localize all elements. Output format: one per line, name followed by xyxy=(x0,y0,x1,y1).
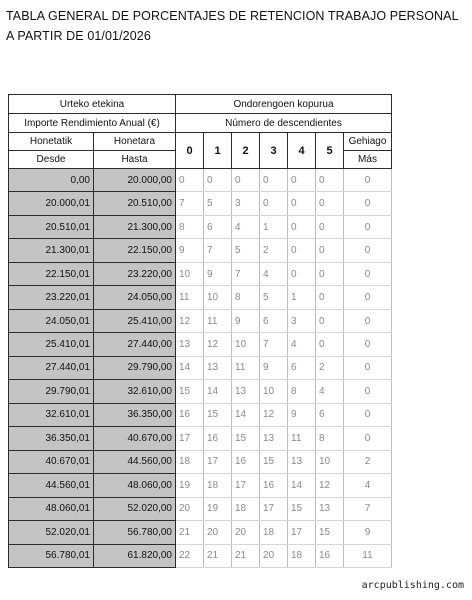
percentage-cell: 19 xyxy=(204,497,232,520)
percentage-cell: 2 xyxy=(344,450,392,473)
percentage-cell: 16 xyxy=(260,474,288,497)
percentage-cell: 13 xyxy=(232,380,260,403)
income-to-cell: 23.220,00 xyxy=(94,262,176,285)
to-header-eu: Honetara xyxy=(94,133,176,151)
percentage-cell: 0 xyxy=(316,169,344,192)
percentage-cell: 1 xyxy=(260,215,288,238)
percentage-cell: 20 xyxy=(176,497,204,520)
income-to-cell: 25.410,00 xyxy=(94,309,176,332)
income-from-cell: 21.300,01 xyxy=(9,239,94,262)
percentage-cell: 13 xyxy=(260,427,288,450)
percentage-cell: 11 xyxy=(204,309,232,332)
percentage-cell: 7 xyxy=(260,333,288,356)
percentage-cell: 18 xyxy=(232,497,260,520)
percentage-cell: 0 xyxy=(232,169,260,192)
percentage-cell: 6 xyxy=(204,215,232,238)
percentage-cell: 15 xyxy=(204,403,232,426)
income-from-cell: 36.350,01 xyxy=(9,427,94,450)
percentage-cell: 5 xyxy=(204,192,232,215)
income-from-cell: 48.060,01 xyxy=(9,497,94,520)
percentage-cell: 20 xyxy=(260,544,288,567)
income-header-es: Importe Rendimiento Anual (€) xyxy=(9,114,176,133)
percentage-cell: 9 xyxy=(232,309,260,332)
income-to-cell: 20.510,00 xyxy=(94,192,176,215)
percentage-cell: 0 xyxy=(204,169,232,192)
percentage-cell: 0 xyxy=(344,286,392,309)
col-header-4: 4 xyxy=(288,133,316,169)
percentage-cell: 3 xyxy=(288,309,316,332)
percentage-cell: 12 xyxy=(260,403,288,426)
table-row xyxy=(9,544,392,567)
col-header-more-es: Más xyxy=(344,151,392,169)
percentage-cell: 12 xyxy=(316,474,344,497)
percentage-cell: 4 xyxy=(232,215,260,238)
percentage-cell: 1 xyxy=(288,286,316,309)
table-row xyxy=(9,497,392,520)
percentage-cell: 13 xyxy=(204,356,232,379)
percentage-cell: 13 xyxy=(288,450,316,473)
income-from-cell: 20.510,01 xyxy=(9,215,94,238)
percentage-cell: 14 xyxy=(204,380,232,403)
percentage-cell: 9 xyxy=(176,239,204,262)
percentage-cell: 10 xyxy=(316,450,344,473)
table-row xyxy=(9,403,392,426)
income-to-cell: 27.440,00 xyxy=(94,333,176,356)
percentage-cell: 0 xyxy=(344,380,392,403)
percentage-cell: 11 xyxy=(232,356,260,379)
income-to-cell: 32.610,00 xyxy=(94,380,176,403)
percentage-cell: 0 xyxy=(344,262,392,285)
income-from-cell: 20.000,01 xyxy=(9,192,94,215)
percentage-cell: 0 xyxy=(344,169,392,192)
percentage-cell: 0 xyxy=(344,427,392,450)
income-to-cell: 52.020,00 xyxy=(94,497,176,520)
table-row xyxy=(9,239,392,262)
col-header-3: 3 xyxy=(260,133,288,169)
percentage-cell: 21 xyxy=(204,544,232,567)
percentage-cell: 22 xyxy=(176,544,204,567)
income-header-eu: Urteko etekina xyxy=(9,95,176,114)
percentage-cell: 10 xyxy=(232,333,260,356)
income-to-cell: 40.670,00 xyxy=(94,427,176,450)
percentage-cell: 15 xyxy=(316,521,344,544)
income-from-cell: 44.560,01 xyxy=(9,474,94,497)
income-from-cell: 27.440,01 xyxy=(9,356,94,379)
percentage-cell: 7 xyxy=(344,497,392,520)
percentage-cell: 17 xyxy=(176,427,204,450)
percentage-cell: 16 xyxy=(316,544,344,567)
percentage-cell: 4 xyxy=(344,474,392,497)
percentage-cell: 14 xyxy=(232,403,260,426)
percentage-cell: 8 xyxy=(176,215,204,238)
percentage-cell: 15 xyxy=(176,380,204,403)
percentage-cell: 2 xyxy=(316,356,344,379)
percentage-cell: 18 xyxy=(288,544,316,567)
percentage-cell: 8 xyxy=(288,380,316,403)
percentage-cell: 0 xyxy=(288,215,316,238)
col-header-1: 1 xyxy=(204,133,232,169)
income-to-cell: 21.300,00 xyxy=(94,215,176,238)
income-from-cell: 24.050,01 xyxy=(9,309,94,332)
percentage-cell: 14 xyxy=(176,356,204,379)
percentage-cell: 6 xyxy=(260,309,288,332)
percentage-cell: 8 xyxy=(232,286,260,309)
percentage-cell: 16 xyxy=(204,427,232,450)
percentage-cell: 12 xyxy=(204,333,232,356)
income-from-cell: 25.410,01 xyxy=(9,333,94,356)
percentage-cell: 11 xyxy=(344,544,392,567)
percentage-cell: 13 xyxy=(176,333,204,356)
table-row xyxy=(9,380,392,403)
percentage-cell: 0 xyxy=(316,309,344,332)
percentage-cell: 0 xyxy=(316,239,344,262)
percentage-cell: 10 xyxy=(176,262,204,285)
income-to-cell: 48.060,00 xyxy=(94,474,176,497)
percentage-cell: 17 xyxy=(288,521,316,544)
percentage-cell: 15 xyxy=(288,497,316,520)
income-from-cell: 52.020,01 xyxy=(9,521,94,544)
percentage-cell: 7 xyxy=(232,262,260,285)
percentage-cell: 0 xyxy=(260,169,288,192)
col-header-2: 2 xyxy=(232,133,260,169)
table-row xyxy=(9,474,392,497)
col-header-5: 5 xyxy=(316,133,344,169)
table-row xyxy=(9,286,392,309)
percentage-cell: 16 xyxy=(232,450,260,473)
percentage-cell: 16 xyxy=(176,403,204,426)
percentage-cell: 15 xyxy=(232,427,260,450)
income-from-cell: 0,00 xyxy=(9,169,94,192)
table-row xyxy=(9,333,392,356)
percentage-cell: 0 xyxy=(344,215,392,238)
percentage-cell: 9 xyxy=(204,262,232,285)
percentage-cell: 18 xyxy=(204,474,232,497)
percentage-cell: 17 xyxy=(260,497,288,520)
percentage-cell: 0 xyxy=(176,169,204,192)
percentage-cell: 6 xyxy=(288,356,316,379)
percentage-cell: 11 xyxy=(288,427,316,450)
income-from-cell: 23.220,01 xyxy=(9,286,94,309)
income-from-cell: 32.610,01 xyxy=(9,403,94,426)
percentage-cell: 13 xyxy=(316,497,344,520)
table-row xyxy=(9,169,392,192)
percentage-cell: 5 xyxy=(260,286,288,309)
percentage-cell: 0 xyxy=(316,192,344,215)
from-header-eu: Honetatik xyxy=(9,133,94,151)
income-to-cell: 29.790,00 xyxy=(94,356,176,379)
income-to-cell: 56.780,00 xyxy=(94,521,176,544)
percentage-cell: 21 xyxy=(176,521,204,544)
table-row xyxy=(9,521,392,544)
percentage-cell: 4 xyxy=(316,380,344,403)
percentage-cell: 3 xyxy=(232,192,260,215)
table-row xyxy=(9,215,392,238)
percentage-cell: 18 xyxy=(260,521,288,544)
percentage-cell: 0 xyxy=(344,356,392,379)
income-from-cell: 56.780,01 xyxy=(9,544,94,567)
descendants-header-es: Número de descendientes xyxy=(176,114,392,133)
percentage-cell: 19 xyxy=(176,474,204,497)
income-from-cell: 29.790,01 xyxy=(9,380,94,403)
percentage-cell: 0 xyxy=(344,403,392,426)
percentage-cell: 10 xyxy=(204,286,232,309)
percentage-cell: 9 xyxy=(260,356,288,379)
income-from-cell: 40.670,01 xyxy=(9,450,94,473)
income-from-cell: 22.150,01 xyxy=(9,262,94,285)
percentage-cell: 8 xyxy=(316,427,344,450)
percentage-cell: 9 xyxy=(288,403,316,426)
percentage-cell: 15 xyxy=(260,450,288,473)
income-to-cell: 22.150,00 xyxy=(94,239,176,262)
percentage-cell: 17 xyxy=(232,474,260,497)
source-footer: arcpublishing.com xyxy=(361,580,464,591)
col-header-more-eu: Gehiago xyxy=(344,133,392,151)
percentage-cell: 0 xyxy=(316,215,344,238)
percentage-cell: 0 xyxy=(288,192,316,215)
income-to-cell: 20.000,00 xyxy=(94,169,176,192)
percentage-cell: 4 xyxy=(288,333,316,356)
from-header-es: Desde xyxy=(9,151,94,169)
income-to-cell: 44.560,00 xyxy=(94,450,176,473)
income-to-cell: 61.820,00 xyxy=(94,544,176,567)
table-row xyxy=(9,427,392,450)
percentage-cell: 0 xyxy=(344,192,392,215)
percentage-cell: 2 xyxy=(260,239,288,262)
table-row xyxy=(9,192,392,215)
to-header-es: Hasta xyxy=(94,151,176,169)
percentage-cell: 20 xyxy=(204,521,232,544)
percentage-cell: 0 xyxy=(344,239,392,262)
percentage-cell: 6 xyxy=(316,403,344,426)
percentage-cell: 20 xyxy=(232,521,260,544)
table-row xyxy=(9,309,392,332)
percentage-cell: 0 xyxy=(260,192,288,215)
percentage-cell: 11 xyxy=(176,286,204,309)
income-to-cell: 36.350,00 xyxy=(94,403,176,426)
percentage-cell: 9 xyxy=(344,521,392,544)
percentage-cell: 7 xyxy=(204,239,232,262)
percentage-cell: 4 xyxy=(260,262,288,285)
table-row xyxy=(9,356,392,379)
descendants-header-eu: Ondorengoen kopurua xyxy=(176,95,392,114)
percentage-cell: 10 xyxy=(260,380,288,403)
percentage-cell: 0 xyxy=(344,309,392,332)
percentage-cell: 7 xyxy=(176,192,204,215)
percentage-cell: 21 xyxy=(232,544,260,567)
col-header-0: 0 xyxy=(176,133,204,169)
percentage-cell: 12 xyxy=(176,309,204,332)
income-to-cell: 24.050,00 xyxy=(94,286,176,309)
percentage-cell: 0 xyxy=(288,262,316,285)
percentage-cell: 0 xyxy=(316,286,344,309)
table-row xyxy=(9,262,392,285)
percentage-cell: 14 xyxy=(288,474,316,497)
retention-table xyxy=(8,94,392,568)
page-title: TABLA GENERAL DE PORCENTAJES DE RETENCION TRABAJO PERSONAL A PARTIR DE 01/01/2026 xyxy=(6,9,459,43)
percentage-cell: 0 xyxy=(316,262,344,285)
percentage-cell: 17 xyxy=(204,450,232,473)
percentage-cell: 5 xyxy=(232,239,260,262)
percentage-cell: 0 xyxy=(316,333,344,356)
percentage-cell: 0 xyxy=(288,169,316,192)
percentage-cell: 0 xyxy=(288,239,316,262)
percentage-cell: 0 xyxy=(344,333,392,356)
table-row xyxy=(9,450,392,473)
percentage-cell: 18 xyxy=(176,450,204,473)
